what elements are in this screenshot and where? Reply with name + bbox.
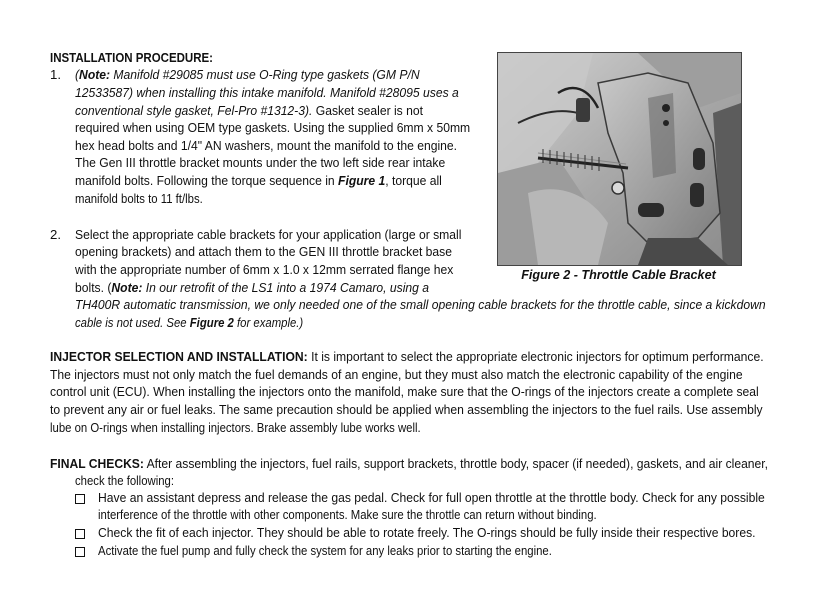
step-2-line [75,296,820,314]
text-run-group [50,419,421,437]
injector-line [50,383,820,401]
step-2-number: 2. [50,227,61,242]
checkbox-icon [75,547,85,557]
checkbox-icon [75,529,85,539]
step-1-line [75,84,492,102]
text-run: conventional style gasket, Fel-Pro #1312-3). [75,103,313,118]
injector-line [50,401,820,419]
checklist-item: interference of the throttle with other components. Make sure the throttle can return without binding. [98,507,597,522]
text-run-group [75,154,445,172]
throttle-bracket-image [498,53,741,265]
text-run-group [75,314,303,332]
text-run: hex head bolts and 1/4" AN washers, mount the manifold to the engine. [75,138,458,153]
text-run: manifold bolts. Following the torque sequence in [75,173,339,188]
text-run-group [75,172,442,190]
throttle-bracket-photo [497,52,742,266]
injector-line [50,348,820,366]
text-run: bolts. ( [75,280,112,295]
step-1-line [75,172,474,190]
text-run: for example.) [233,315,304,330]
text-run: Gasket sealer is not [312,103,423,118]
text-run-group [75,84,459,102]
step-1-line [75,66,450,84]
text-run: TH400R automatic transmission, we only needed one of the small opening cable brackets for the throttle cable, since a kickdown [75,297,766,312]
text-run-group [75,66,420,84]
text-run: Figure 2 [189,315,234,330]
text-run-group [75,190,203,208]
text-run: check the following: [75,473,174,488]
injector-line [50,366,803,384]
text-run: control unit (ECU). When installing the injectors onto the manifold, make sure that the O-rings of the injectors create a complete seal [50,384,759,399]
step-1-line [75,102,453,120]
text-run: Manifold #29085 must use O-Ring type gaskets (GM P/N [110,67,420,82]
text-run: Figure 1 [338,173,386,188]
text-run: After assembling the injectors, fuel rails, support brackets, throttle body, spacer (if needed), gaskets, and air cleaner, [143,456,768,471]
text-run-group [50,401,763,419]
text-run: Select the appropriate cable brackets for your application (large or small [75,227,462,242]
text-run-group [75,226,461,244]
text-run-group [50,455,768,473]
checklist-item: Activate the fuel pump and fully check the system for any leaks prior to starting the engine. [98,543,552,558]
text-run: lube on O-rings when installing injectors. Brake assembly lube works well. [50,420,421,435]
text-run: manifold bolts to 11 ft/lbs. [75,191,203,206]
step-1-line [75,154,477,172]
text-run: Note: [111,280,143,295]
figure-caption: Figure 2 - Throttle Cable Bracket [521,268,716,282]
text-run: with the appropriate number of 6mm x 1.0 x 12mm serrated flange hex [75,262,454,277]
step-2-line [75,243,485,261]
step-2-line [75,314,340,332]
final-checks-line [75,472,190,490]
text-run: FINAL CHECKS: [50,456,144,471]
step-1-number: 1. [50,67,61,82]
text-run: It is important to select the appropriate electronic injectors for optimum performance. [307,349,764,364]
text-run-group [75,243,452,261]
step-1-line [75,190,224,208]
text-run: , torque all [385,173,442,188]
installation-heading: INSTALLATION PROCEDURE: [50,50,213,65]
step-2-line [75,279,460,297]
step-2-line [75,226,495,244]
text-run: 12533587) when installing this intake manifold. Manifold #28095 uses a [75,85,459,100]
text-run-group [50,348,764,366]
text-run: INJECTOR SELECTION AND INSTALLATION: [50,349,308,364]
text-run-group [75,279,429,297]
text-run-group [50,366,743,384]
text-run: ( [75,67,80,82]
text-run-group [75,296,766,314]
step-1-line [75,119,505,137]
checklist-item: Check the fit of each injector. They should be able to rotate freely. The O-rings should be fully inside their respective bores. [98,525,756,540]
text-run: Note: [79,67,111,82]
text-run: cable is not used. See [75,315,190,330]
text-run-group [75,261,453,279]
step-1-line [75,137,490,155]
text-run-group [50,383,759,401]
text-run-group [75,472,174,490]
checklist-item: Have an assistant depress and release the gas pedal. Check for full open throttle at the throttle body. Check for any possible [98,490,765,505]
text-run: The Gen III throttle bracket mounts under the two left side rear intake [75,155,446,170]
step-2-line [75,261,486,279]
text-run-group [75,119,470,137]
text-run-group [75,137,457,155]
text-run: In our retrofit of the LS1 into a 1974 Camaro, using a [142,280,430,295]
final-checks-line [50,455,820,473]
injector-line [50,419,481,437]
checkbox-icon [75,494,85,504]
text-run: opening brackets) and attach them to the GEN III throttle bracket base [75,244,452,259]
text-run-group [75,102,423,120]
text-run: required when using OEM type gaskets. Using the supplied 6mm x 50mm [75,120,471,135]
text-run: to prevent any air or fuel leaks. The same precaution should be applied when assembling the injectors to the fuel rails. Use assembly [50,402,763,417]
text-run: The injectors must not only match the fuel demands of an engine, but they must also match the electronic capability of the engine [50,367,743,382]
